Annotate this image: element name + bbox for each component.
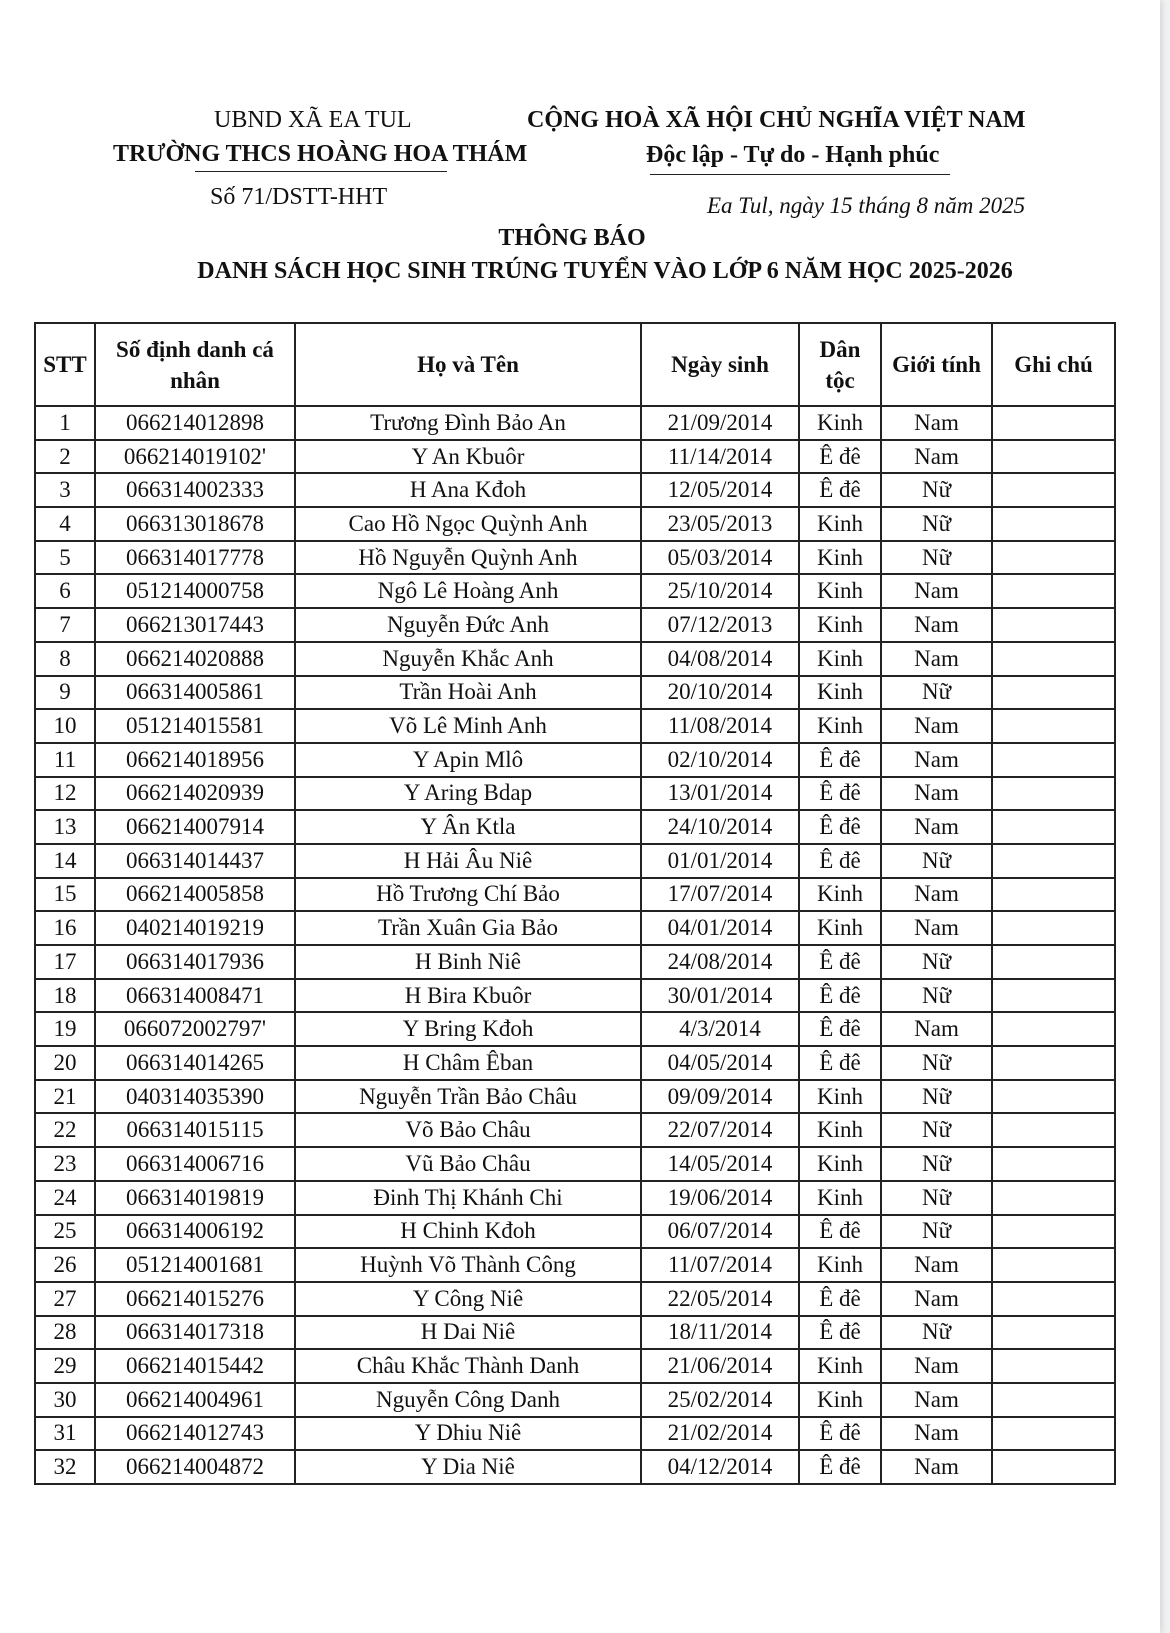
name-cell: Võ Lê Minh Anh <box>295 709 641 743</box>
name-cell: Nguyễn Khắc Anh <box>295 642 641 676</box>
table-row <box>35 911 1115 945</box>
gender-cell: Nữ <box>881 507 992 541</box>
notes-cell <box>992 1349 1115 1383</box>
notes-cell <box>992 743 1115 777</box>
ethnicity-cell: Ê đê <box>799 810 881 844</box>
id-cell: 066314014265 <box>95 1046 295 1080</box>
notes-cell <box>992 1417 1115 1451</box>
ethnicity-cell: Kinh <box>799 574 881 608</box>
stt-cell: 31 <box>35 1417 95 1451</box>
stt-cell: 6 <box>35 574 95 608</box>
name-cell: Y Ân Ktla <box>295 810 641 844</box>
gender-cell: Nam <box>881 1012 992 1046</box>
stt-cell: 3 <box>35 473 95 507</box>
ethnicity-cell: Kinh <box>799 1113 881 1147</box>
notes-cell <box>992 1215 1115 1249</box>
table-row <box>35 1316 1115 1350</box>
dob-cell: 20/10/2014 <box>641 676 799 710</box>
notes-cell <box>992 777 1115 811</box>
table-row <box>35 541 1115 575</box>
id-cell: 066314006716 <box>95 1147 295 1181</box>
dob-cell: 13/01/2014 <box>641 777 799 811</box>
id-cell: 066214020888 <box>95 642 295 676</box>
list-title: DANH SÁCH HỌC SINH TRÚNG TUYỂN VÀO LỚP 6 NĂM HỌC 2025-2026 <box>197 258 1013 284</box>
school-name: TRƯỜNG THCS HOÀNG HOA THÁM <box>113 141 528 167</box>
name-cell: Võ Bảo Châu <box>295 1113 641 1147</box>
name-cell: H Ana Kđoh <box>295 473 641 507</box>
notes-cell <box>992 1147 1115 1181</box>
name-cell: H Châm Êban <box>295 1046 641 1080</box>
stt-cell: 27 <box>35 1282 95 1316</box>
id-cell: 066214012898 <box>95 406 295 440</box>
notes-cell <box>992 642 1115 676</box>
stt-cell: 20 <box>35 1046 95 1080</box>
ethnicity-cell: Ê đê <box>799 1012 881 1046</box>
id-cell: 066314017778 <box>95 541 295 575</box>
id-cell: 066314015115 <box>95 1113 295 1147</box>
table-row <box>35 1282 1115 1316</box>
stt-cell: 4 <box>35 507 95 541</box>
gender-cell: Nữ <box>881 541 992 575</box>
stt-cell: 16 <box>35 911 95 945</box>
name-cell: Huỳnh Võ Thành Công <box>295 1248 641 1282</box>
table-row <box>35 1215 1115 1249</box>
stt-cell: 2 <box>35 440 95 474</box>
id-cell: 066214015442 <box>95 1349 295 1383</box>
ethnicity-cell: Ê đê <box>799 1046 881 1080</box>
dob-cell: 18/11/2014 <box>641 1316 799 1350</box>
dob-cell: 11/08/2014 <box>641 709 799 743</box>
ethnicity-cell: Ê đê <box>799 1450 881 1484</box>
notes-cell <box>992 676 1115 710</box>
table-row <box>35 440 1115 474</box>
id-cell: 066214019102' <box>95 440 295 474</box>
place-date: Ea Tul, ngày 15 tháng 8 năm 2025 <box>707 193 1026 218</box>
stt-cell: 21 <box>35 1080 95 1114</box>
ethnicity-cell: Kinh <box>799 406 881 440</box>
table-row <box>35 1012 1115 1046</box>
dob-cell: 11/07/2014 <box>641 1248 799 1282</box>
stt-cell: 25 <box>35 1215 95 1249</box>
notes-cell <box>992 541 1115 575</box>
notes-cell <box>992 1046 1115 1080</box>
col-header-ethnicity: Dân tộc <box>799 323 881 406</box>
name-cell: Hồ Trương Chí Bảo <box>295 878 641 912</box>
id-cell: 066314017936 <box>95 945 295 979</box>
dob-cell: 21/06/2014 <box>641 1349 799 1383</box>
id-cell: 066214015276 <box>95 1282 295 1316</box>
stt-cell: 24 <box>35 1181 95 1215</box>
table-row <box>35 1181 1115 1215</box>
name-cell: Y An Kbuôr <box>295 440 641 474</box>
stt-cell: 14 <box>35 844 95 878</box>
stt-cell: 18 <box>35 979 95 1013</box>
name-cell: Y Công Niê <box>295 1282 641 1316</box>
ethnicity-cell: Ê đê <box>799 979 881 1013</box>
dob-cell: 23/05/2013 <box>641 507 799 541</box>
stt-cell: 17 <box>35 945 95 979</box>
gender-cell: Nam <box>881 440 992 474</box>
motto-underline <box>650 174 950 175</box>
notes-cell <box>992 911 1115 945</box>
stt-cell: 8 <box>35 642 95 676</box>
ethnicity-cell: Kinh <box>799 911 881 945</box>
id-cell: 066314019819 <box>95 1181 295 1215</box>
notes-cell <box>992 1316 1115 1350</box>
stt-cell: 29 <box>35 1349 95 1383</box>
dob-cell: 25/10/2014 <box>641 574 799 608</box>
col-header-id: Số định danh cá nhân <box>95 323 295 406</box>
id-cell: 051214001681 <box>95 1248 295 1282</box>
dob-cell: 24/10/2014 <box>641 810 799 844</box>
name-cell: Hồ Nguyễn Quỳnh Anh <box>295 541 641 575</box>
ethnicity-cell: Kinh <box>799 1147 881 1181</box>
col-header-dob: Ngày sinh <box>641 323 799 406</box>
id-cell: 066314006192 <box>95 1215 295 1249</box>
table-row <box>35 608 1115 642</box>
id-cell: 066314005861 <box>95 676 295 710</box>
table-row <box>35 1349 1115 1383</box>
gender-cell: Nữ <box>881 1046 992 1080</box>
gender-cell: Nữ <box>881 1181 992 1215</box>
stt-cell: 15 <box>35 878 95 912</box>
table-row <box>35 473 1115 507</box>
dob-cell: 04/05/2014 <box>641 1046 799 1080</box>
table-row <box>35 1113 1115 1147</box>
name-cell: H Hải Âu Niê <box>295 844 641 878</box>
name-cell: Vũ Bảo Châu <box>295 1147 641 1181</box>
gender-cell: Nữ <box>881 979 992 1013</box>
stt-cell: 10 <box>35 709 95 743</box>
ethnicity-cell: Ê đê <box>799 743 881 777</box>
dob-cell: 09/09/2014 <box>641 1080 799 1114</box>
id-cell: 066313018678 <box>95 507 295 541</box>
notes-cell <box>992 440 1115 474</box>
stt-cell: 7 <box>35 608 95 642</box>
name-cell: Châu Khắc Thành Danh <box>295 1349 641 1383</box>
dob-cell: 19/06/2014 <box>641 1181 799 1215</box>
dob-cell: 22/07/2014 <box>641 1113 799 1147</box>
stt-cell: 5 <box>35 541 95 575</box>
id-cell: 066214018956 <box>95 743 295 777</box>
name-cell: H Bira Kbuôr <box>295 979 641 1013</box>
table-row <box>35 979 1115 1013</box>
dob-cell: 05/03/2014 <box>641 541 799 575</box>
notes-cell <box>992 507 1115 541</box>
id-cell: 066214020939 <box>95 777 295 811</box>
table-row <box>35 945 1115 979</box>
table-row <box>35 1080 1115 1114</box>
gender-cell: Nữ <box>881 1147 992 1181</box>
table-row <box>35 844 1115 878</box>
ethnicity-cell: Ê đê <box>799 844 881 878</box>
name-cell: Trần Xuân Gia Bảo <box>295 911 641 945</box>
ethnicity-cell: Kinh <box>799 1383 881 1417</box>
dob-cell: 04/01/2014 <box>641 911 799 945</box>
gender-cell: Nam <box>881 1349 992 1383</box>
gender-cell: Nam <box>881 1417 992 1451</box>
id-cell: 066314002333 <box>95 473 295 507</box>
notes-cell <box>992 1113 1115 1147</box>
ethnicity-cell: Kinh <box>799 709 881 743</box>
id-cell: 066314008471 <box>95 979 295 1013</box>
gender-cell: Nữ <box>881 676 992 710</box>
id-cell: 040314035390 <box>95 1080 295 1114</box>
notes-cell <box>992 709 1115 743</box>
gender-cell: Nữ <box>881 1113 992 1147</box>
gender-cell: Nam <box>881 642 992 676</box>
dob-cell: 04/08/2014 <box>641 642 799 676</box>
gender-cell: Nam <box>881 709 992 743</box>
ethnicity-cell: Kinh <box>799 878 881 912</box>
notes-cell <box>992 1282 1115 1316</box>
id-cell: 066214007914 <box>95 810 295 844</box>
gender-cell: Nữ <box>881 844 992 878</box>
table-row <box>35 1450 1115 1484</box>
col-header-name: Họ và Tên <box>295 323 641 406</box>
stt-cell: 11 <box>35 743 95 777</box>
ethnicity-cell: Kinh <box>799 1080 881 1114</box>
id-cell: 066214004961 <box>95 1383 295 1417</box>
id-cell: 066314017318 <box>95 1316 295 1350</box>
name-cell: Nguyễn Công Danh <box>295 1383 641 1417</box>
table-row <box>35 810 1115 844</box>
gender-cell: Nam <box>881 1450 992 1484</box>
name-cell: Nguyễn Trần Bảo Châu <box>295 1080 641 1114</box>
stt-cell: 22 <box>35 1113 95 1147</box>
id-cell: 066213017443 <box>95 608 295 642</box>
table-row <box>35 1147 1115 1181</box>
ethnicity-cell: Kinh <box>799 676 881 710</box>
id-cell: 066214005858 <box>95 878 295 912</box>
notes-cell <box>992 1450 1115 1484</box>
gender-cell: Nam <box>881 1383 992 1417</box>
table-row <box>35 642 1115 676</box>
name-cell: H Dai Niê <box>295 1316 641 1350</box>
gender-cell: Nam <box>881 1248 992 1282</box>
table-row <box>35 1417 1115 1451</box>
gender-cell: Nam <box>881 1282 992 1316</box>
gender-cell: Nam <box>881 878 992 912</box>
col-header-gender: Giới tính <box>881 323 992 406</box>
name-cell: Y Bring Kđoh <box>295 1012 641 1046</box>
dob-cell: 4/3/2014 <box>641 1012 799 1046</box>
notes-cell <box>992 574 1115 608</box>
notes-cell <box>992 1248 1115 1282</box>
stt-cell: 13 <box>35 810 95 844</box>
ethnicity-cell: Ê đê <box>799 1282 881 1316</box>
student-table <box>34 322 1116 1485</box>
gender-cell: Nam <box>881 810 992 844</box>
national-motto: Độc lập - Tự do - Hạnh phúc <box>646 142 940 168</box>
name-cell: Y Dia Niê <box>295 1450 641 1484</box>
id-cell: 051214015581 <box>95 709 295 743</box>
gender-cell: Nữ <box>881 1316 992 1350</box>
gender-cell: Nữ <box>881 1215 992 1249</box>
gender-cell: Nam <box>881 743 992 777</box>
col-header-notes: Ghi chú <box>992 323 1115 406</box>
name-cell: Nguyễn Đức Anh <box>295 608 641 642</box>
dob-cell: 24/08/2014 <box>641 945 799 979</box>
notes-cell <box>992 878 1115 912</box>
col-header-stt: STT <box>35 323 95 406</box>
notes-cell <box>992 1181 1115 1215</box>
notes-cell <box>992 810 1115 844</box>
table-row <box>35 1248 1115 1282</box>
id-cell: 066072002797' <box>95 1012 295 1046</box>
table-row <box>35 743 1115 777</box>
ethnicity-cell: Kinh <box>799 541 881 575</box>
name-cell: Y Apin Mlô <box>295 743 641 777</box>
ethnicity-cell: Kinh <box>799 608 881 642</box>
name-cell: Trương Đình Bảo An <box>295 406 641 440</box>
table-header-row <box>35 323 1115 406</box>
dob-cell: 01/01/2014 <box>641 844 799 878</box>
stt-cell: 12 <box>35 777 95 811</box>
stt-cell: 26 <box>35 1248 95 1282</box>
id-cell: 040214019219 <box>95 911 295 945</box>
dob-cell: 12/05/2014 <box>641 473 799 507</box>
stt-cell: 9 <box>35 676 95 710</box>
table-row <box>35 676 1115 710</box>
nation-heading: CỘNG HOÀ XÃ HỘI CHỦ NGHĨA VIỆT NAM <box>527 107 1026 133</box>
name-cell: H Chinh Kđoh <box>295 1215 641 1249</box>
dob-cell: 04/12/2014 <box>641 1450 799 1484</box>
name-cell: Cao Hồ Ngọc Quỳnh Anh <box>295 507 641 541</box>
stt-cell: 28 <box>35 1316 95 1350</box>
dob-cell: 21/09/2014 <box>641 406 799 440</box>
name-cell: H Binh Niê <box>295 945 641 979</box>
gender-cell: Nam <box>881 406 992 440</box>
table-row <box>35 1383 1115 1417</box>
gender-cell: Nam <box>881 608 992 642</box>
gender-cell: Nữ <box>881 1080 992 1114</box>
gender-cell: Nam <box>881 911 992 945</box>
dob-cell: 07/12/2013 <box>641 608 799 642</box>
ethnicity-cell: Kinh <box>799 1181 881 1215</box>
ethnicity-cell: Ê đê <box>799 945 881 979</box>
stt-cell: 32 <box>35 1450 95 1484</box>
dob-cell: 21/02/2014 <box>641 1417 799 1451</box>
table-row <box>35 574 1115 608</box>
dob-cell: 22/05/2014 <box>641 1282 799 1316</box>
stt-cell: 19 <box>35 1012 95 1046</box>
id-cell: 066314014437 <box>95 844 295 878</box>
ethnicity-cell: Kinh <box>799 642 881 676</box>
table-row <box>35 777 1115 811</box>
stt-cell: 30 <box>35 1383 95 1417</box>
stt-cell: 23 <box>35 1147 95 1181</box>
notes-cell <box>992 979 1115 1013</box>
ethnicity-cell: Ê đê <box>799 1215 881 1249</box>
name-cell: Ngô Lê Hoàng Anh <box>295 574 641 608</box>
notice-title: THÔNG BÁO <box>498 225 646 251</box>
table-row <box>35 878 1115 912</box>
issuing-agency: UBND XÃ EA TUL <box>214 107 412 133</box>
ethnicity-cell: Ê đê <box>799 473 881 507</box>
id-cell: 066214012743 <box>95 1417 295 1451</box>
notes-cell <box>992 1383 1115 1417</box>
notes-cell <box>992 945 1115 979</box>
gender-cell: Nữ <box>881 473 992 507</box>
document-number: Số 71/DSTT-HHT <box>210 184 388 210</box>
ethnicity-cell: Ê đê <box>799 440 881 474</box>
name-cell: Y Aring Bdap <box>295 777 641 811</box>
table-row <box>35 709 1115 743</box>
dob-cell: 14/05/2014 <box>641 1147 799 1181</box>
notes-cell <box>992 1012 1115 1046</box>
notes-cell <box>992 844 1115 878</box>
table-row <box>35 406 1115 440</box>
table-row <box>35 507 1115 541</box>
dob-cell: 02/10/2014 <box>641 743 799 777</box>
id-cell: 066214004872 <box>95 1450 295 1484</box>
notes-cell <box>992 473 1115 507</box>
gender-cell: Nam <box>881 777 992 811</box>
gender-cell: Nam <box>881 574 992 608</box>
notes-cell <box>992 406 1115 440</box>
ethnicity-cell: Kinh <box>799 1248 881 1282</box>
id-cell: 051214000758 <box>95 574 295 608</box>
dob-cell: 25/02/2014 <box>641 1383 799 1417</box>
ethnicity-cell: Kinh <box>799 507 881 541</box>
name-cell: Đinh Thị Khánh Chi <box>295 1181 641 1215</box>
stt-cell: 1 <box>35 406 95 440</box>
ethnicity-cell: Ê đê <box>799 1417 881 1451</box>
gender-cell: Nữ <box>881 945 992 979</box>
school-underline <box>195 171 447 172</box>
notes-cell <box>992 1080 1115 1114</box>
ethnicity-cell: Kinh <box>799 1349 881 1383</box>
ethnicity-cell: Ê đê <box>799 1316 881 1350</box>
name-cell: Y Dhiu Niê <box>295 1417 641 1451</box>
ethnicity-cell: Ê đê <box>799 777 881 811</box>
dob-cell: 11/14/2014 <box>641 440 799 474</box>
table-body <box>35 406 1115 1484</box>
table-row <box>35 1046 1115 1080</box>
dob-cell: 17/07/2014 <box>641 878 799 912</box>
notes-cell <box>992 608 1115 642</box>
dob-cell: 06/07/2014 <box>641 1215 799 1249</box>
dob-cell: 30/01/2014 <box>641 979 799 1013</box>
name-cell: Trần Hoài Anh <box>295 676 641 710</box>
